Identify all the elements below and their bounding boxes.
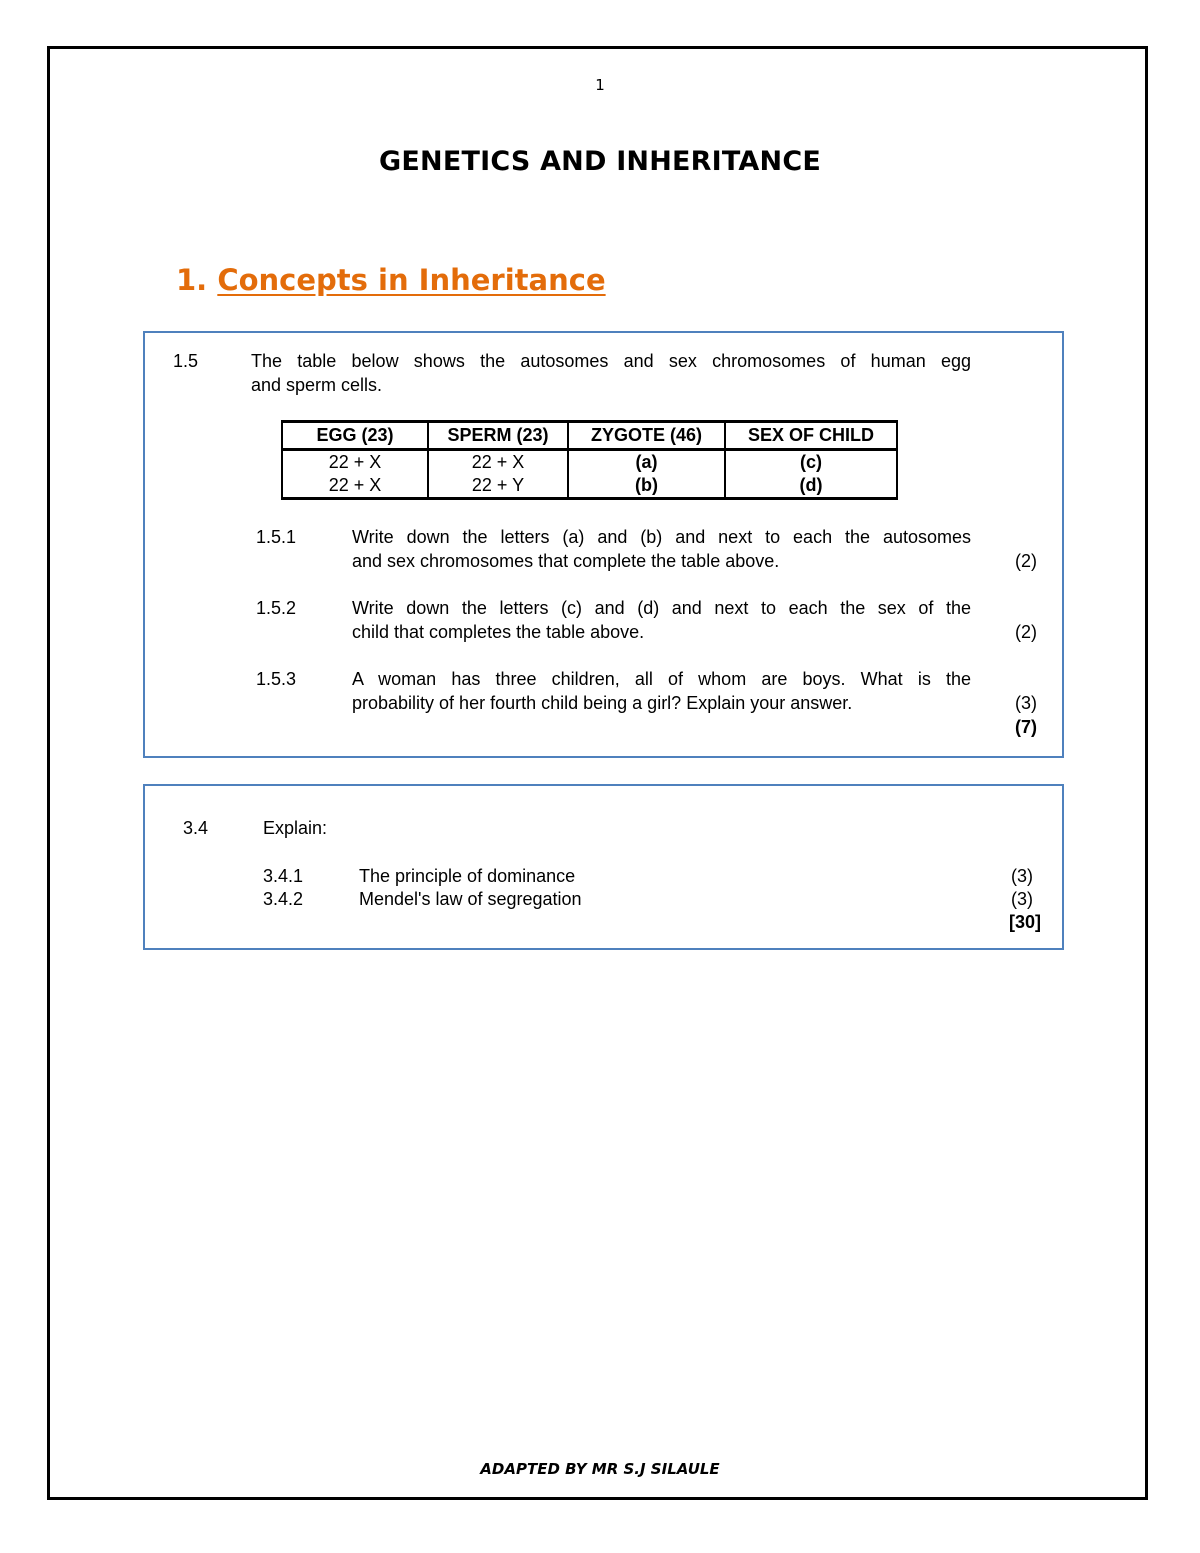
subquestion-number: 3.4.2 xyxy=(263,889,304,909)
subquestion-line1: Write down the letters (c) and (d) and next to each the sex of the xyxy=(352,598,971,618)
table-header: SEX OF CHILD xyxy=(725,422,897,450)
table-header: SPERM (23) xyxy=(428,422,568,450)
subquestion-number: 1.5.3 xyxy=(256,669,297,689)
table-cell: (d) xyxy=(725,474,897,499)
mark-allocation: (2) xyxy=(1015,622,1037,642)
subquestion-text: Mendel's law of segregation xyxy=(359,889,582,909)
table-header: ZYGOTE (46) xyxy=(568,422,725,450)
question-3-4-box xyxy=(143,784,1064,950)
chromosome-table xyxy=(281,420,898,500)
table-row xyxy=(282,474,897,499)
mark-allocation: (3) xyxy=(1011,889,1033,909)
subquestion-line1: A woman has three children, all of whom are boys. What is the xyxy=(352,669,971,689)
question-intro-line2: and sperm cells. xyxy=(251,375,383,395)
table-cell: 22 + Y xyxy=(428,474,568,499)
subquestion-line1: Write down the letters (a) and (b) and next to each the autosomes xyxy=(352,527,971,547)
mark-allocation: (3) xyxy=(1015,693,1037,713)
question-label: Explain: xyxy=(263,818,328,838)
table-header-row xyxy=(282,422,897,450)
subquestion-line2: and sex chromosomes that complete the table above. xyxy=(352,551,780,571)
section-heading xyxy=(176,263,606,297)
subquestion-number: 3.4.1 xyxy=(263,866,304,886)
question-intro-line1: The table below shows the autosomes and sex chromosomes of human egg xyxy=(251,351,971,371)
subquestion-line2: probability of her fourth child being a girl? Explain your answer. xyxy=(352,693,853,713)
subquestion-text: The principle of dominance xyxy=(359,866,576,886)
page-number: 1 xyxy=(595,76,605,94)
subquestion-line2: child that completes the table above. xyxy=(352,622,645,642)
mark-allocation: (3) xyxy=(1011,866,1033,886)
question-1-5-box xyxy=(143,331,1064,758)
subquestion-number: 1.5.1 xyxy=(256,527,297,547)
table-cell: (c) xyxy=(725,450,897,475)
mark-allocation: (2) xyxy=(1015,551,1037,571)
table-cell: (b) xyxy=(568,474,725,499)
section-number: 1. xyxy=(176,263,208,297)
question-total: (7) xyxy=(1015,717,1037,737)
table-cell: 22 + X xyxy=(282,450,428,475)
table-row xyxy=(282,450,897,475)
table-header: EGG (23) xyxy=(282,422,428,450)
question-total: [30] xyxy=(1008,912,1041,932)
table-cell: 22 + X xyxy=(428,450,568,475)
question-number: 1.5 xyxy=(173,351,199,371)
page-title: GENETICS AND INHERITANCE xyxy=(379,146,821,177)
subquestion-number: 1.5.2 xyxy=(256,598,297,618)
section-title: Concepts in Inheritance xyxy=(217,263,606,297)
question-number: 3.4 xyxy=(183,818,209,838)
footer-credit: ADAPTED BY MR S.J SILAULE xyxy=(480,1460,720,1478)
table-cell: (a) xyxy=(568,450,725,475)
table-cell: 22 + X xyxy=(282,474,428,499)
